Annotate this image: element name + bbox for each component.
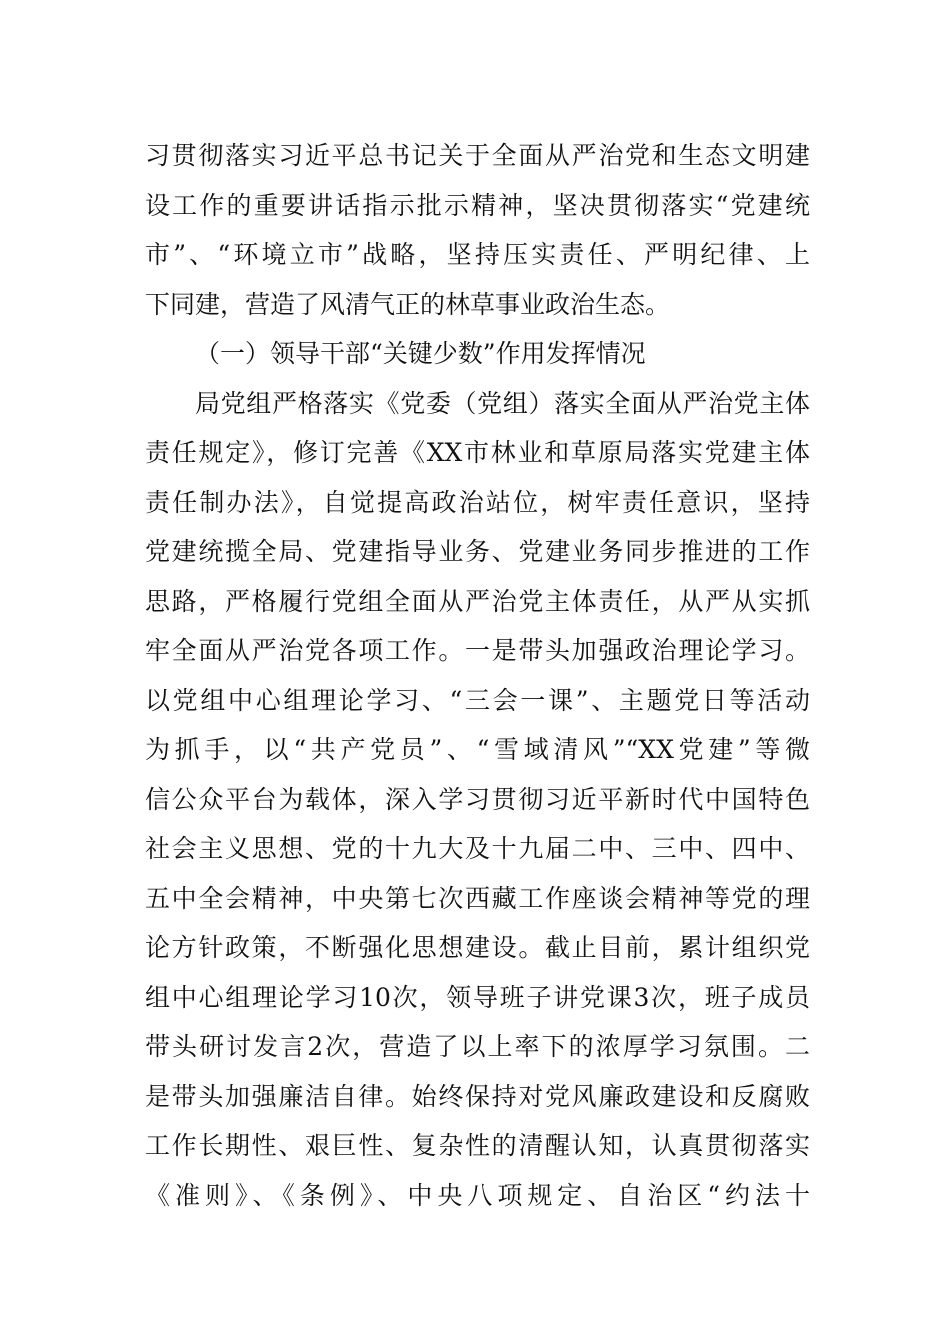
paragraph-line: 责任制办法》，自觉提高政治站位，树牢责任意识，坚持 [145, 487, 810, 517]
paragraph-line: 信公众平台为载体，深入学习贯彻习近平新时代中国特色 [145, 784, 810, 814]
paragraph-line: 论方针政策，不断强化思想建设。截止目前，累计组织党 [145, 933, 810, 962]
paragraph-line: 带头研讨发言2次，营造了以上率下的浓厚学习氛围。二 [145, 1032, 810, 1061]
paragraph-line: 习贯彻落实习近平总书记关于全面从严治党和生态文明建 [145, 141, 810, 170]
document-body [145, 131, 810, 1220]
paragraph-line: 是带头加强廉洁自律。始终保持对党风廉政建设和反腐败 [145, 1081, 810, 1111]
paragraph-line: 责任规定》，修订完善《XX市林业和草原局落实党建主体 [145, 438, 810, 467]
paragraph-line: 以党组中心组理论学习、“三会一课”、主题党日等活动 [145, 685, 810, 715]
paragraph-line: 牢全面从严治党各项工作。一是带头加强政治理论学习。 [145, 636, 810, 665]
paragraph-line: 局党组严格落实《党委（党组）落实全面从严治党主体 [195, 388, 810, 418]
section-heading: （一）领导干部“关键少数”作用发挥情况 [195, 339, 646, 368]
paragraph-line: 市”、“环境立市”战略，坚持压实责任、严明纪律、上 [145, 240, 810, 269]
paragraph-line: 下同建，营造了风清气正的林草事业政治生态。 [145, 289, 671, 319]
paragraph-line: 设工作的重要讲话指示批示精神，坚决贯彻落实“党建统 [145, 190, 810, 220]
paragraph-line: 为抓手，以“共产党员”、“雪域清风”“XX党建”等微 [145, 735, 810, 764]
paragraph-line: 党建统揽全局、党建指导业务、党建业务同步推进的工作 [145, 537, 810, 566]
paragraph-line: 思路，严格履行党组全面从严治党主体责任，从严从实抓 [145, 586, 810, 616]
paragraph-line: 工作长期性、艰巨性、复杂性的清醒认知，认真贯彻落实 [145, 1131, 810, 1160]
paragraph-line: 组中心组理论学习10次，领导班子讲党课3次，班子成员 [145, 982, 810, 1012]
paragraph-line: 五中全会精神，中央第七次西藏工作座谈会精神等党的理 [145, 883, 810, 913]
paragraph-line: 社会主义思想、党的十九大及十九届二中、三中、四中、 [145, 834, 810, 863]
paragraph-line: 《准则》、《条例》、中央八项规定、自治区“约法十 [145, 1180, 810, 1210]
